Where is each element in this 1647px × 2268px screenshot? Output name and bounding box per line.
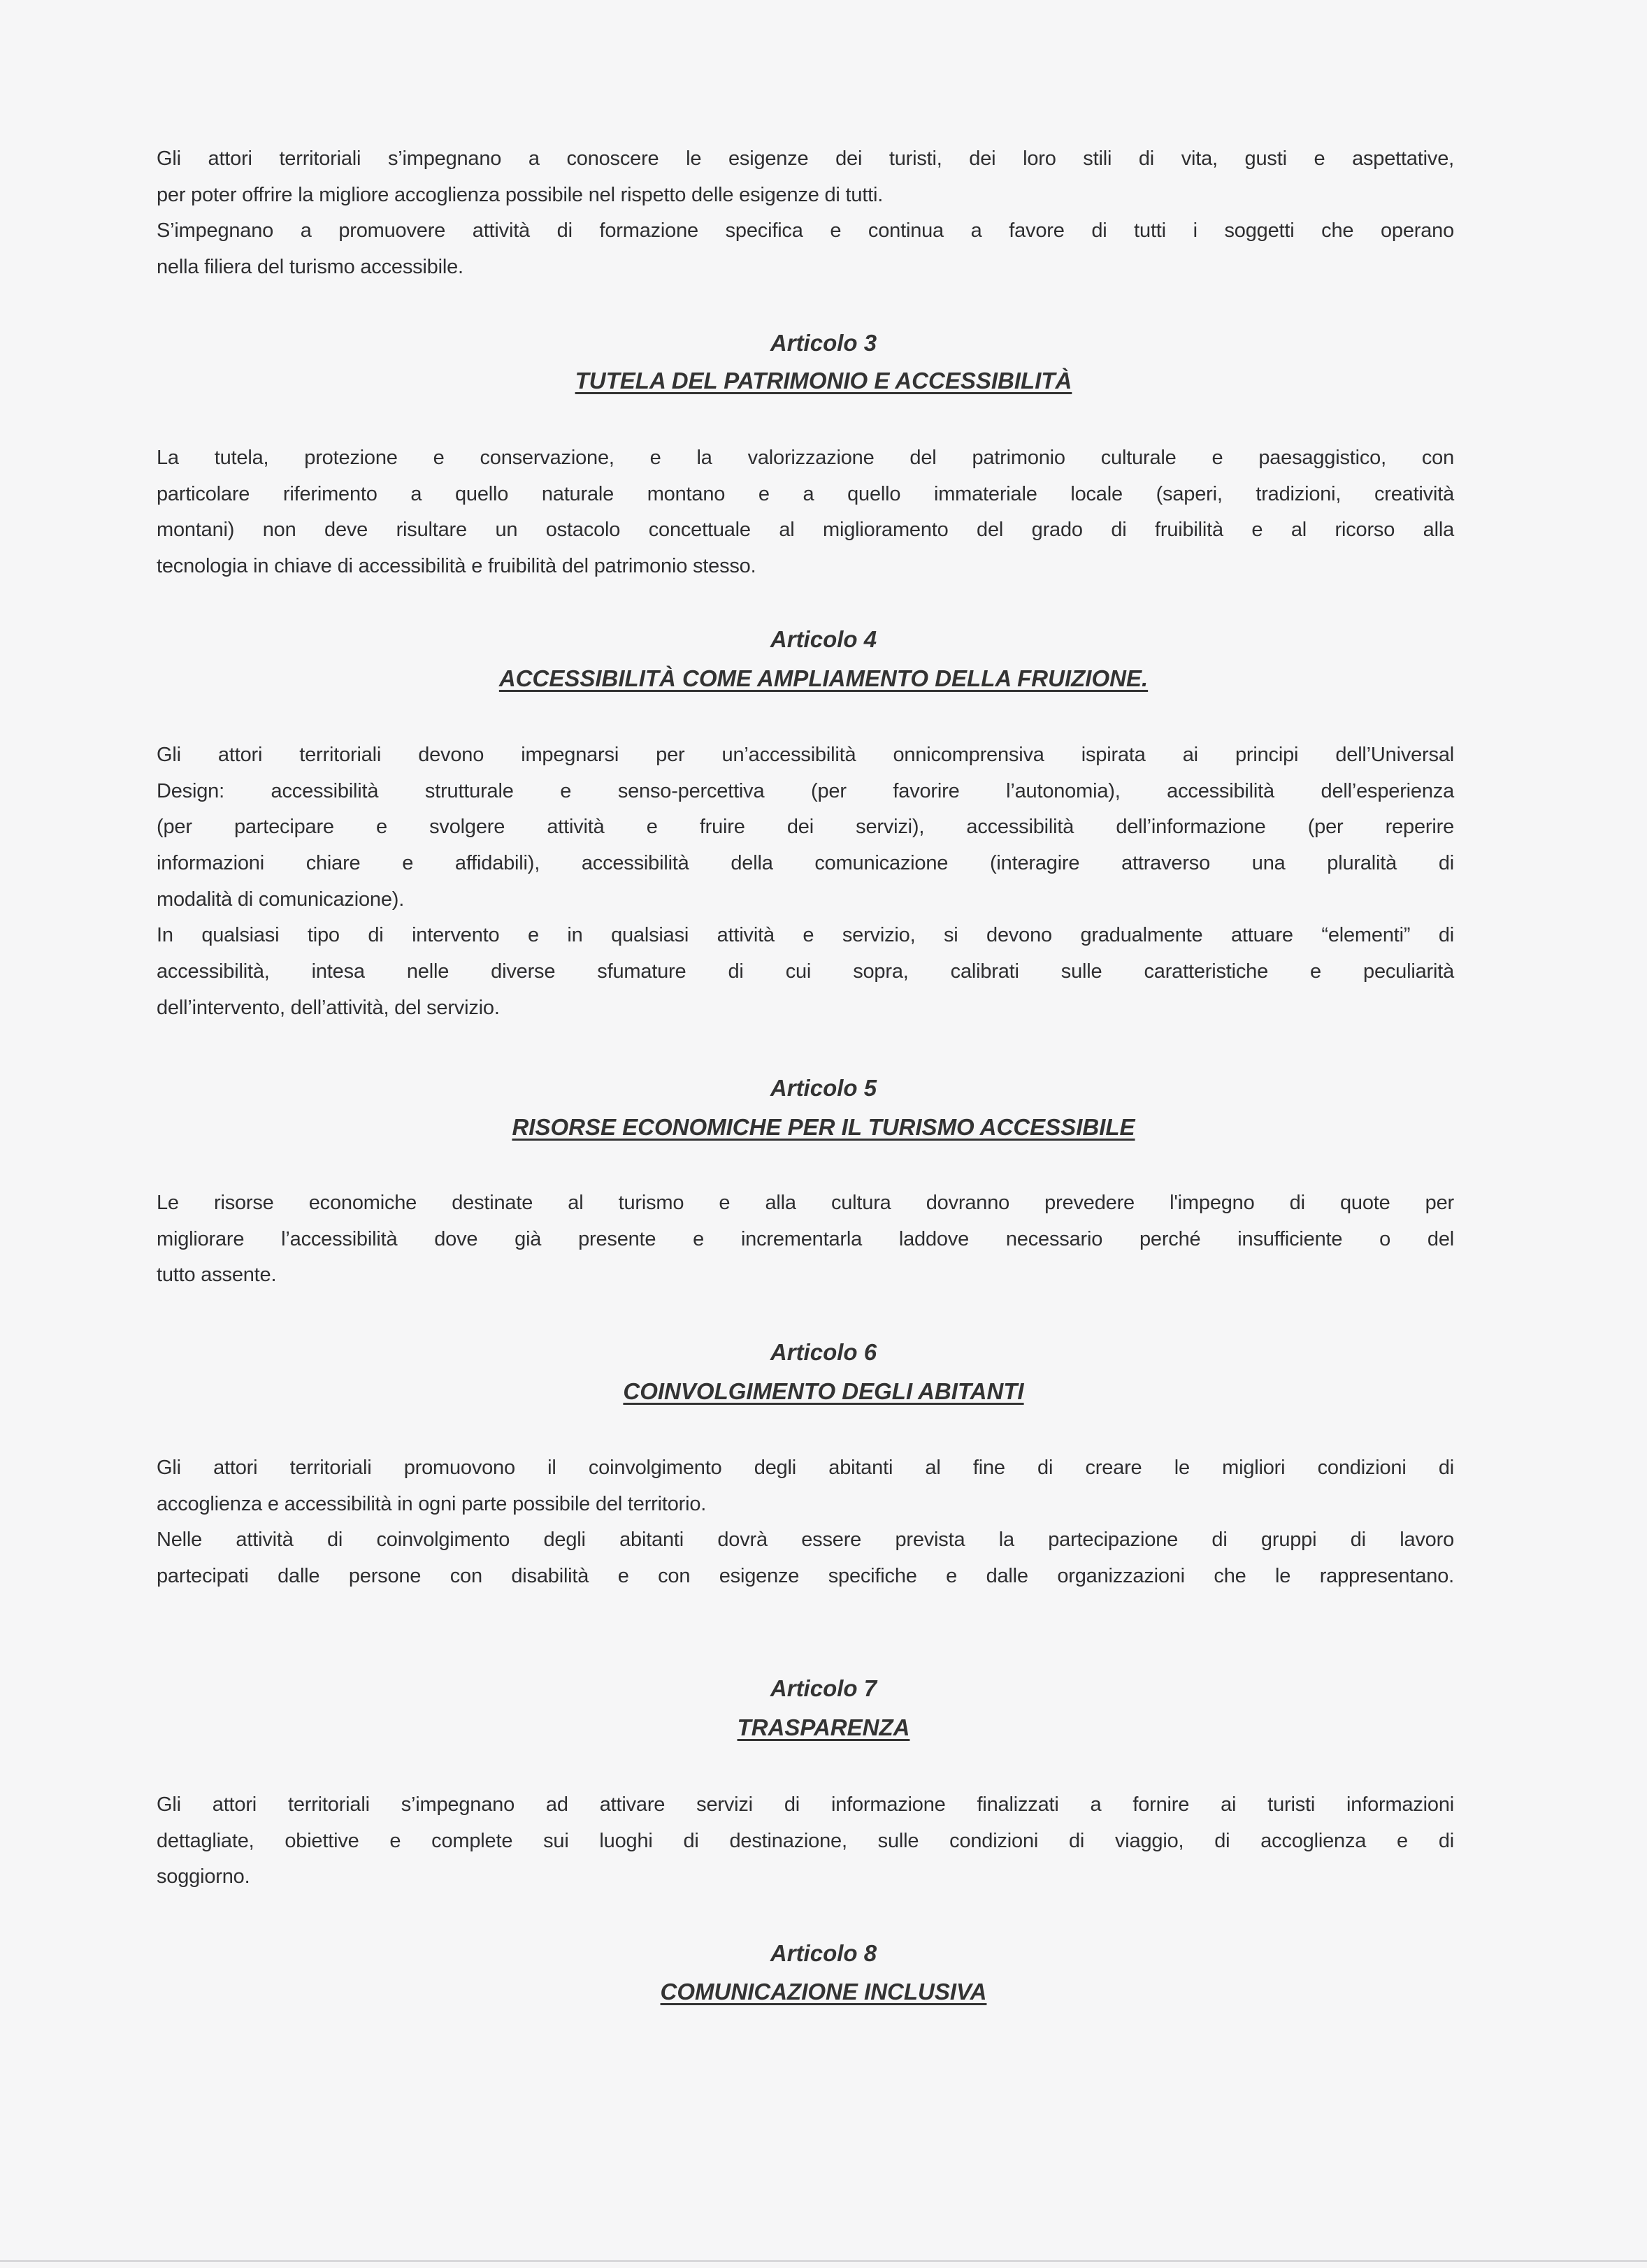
text-line: informazioni chiare e affidabili), accessibilità della comunicazione (interagire attraverso una pluralità di (157, 852, 1454, 875)
text-line: accoglienza e accessibilità in ogni parte possibile del territorio. (157, 1492, 707, 1515)
text-line: Nelle attività di coinvolgimento degli abitanti dovrà essere prevista la partecipazione di gruppi di lavoro (157, 1529, 1454, 1552)
article-7-number: Articolo 7 (770, 1675, 877, 1701)
article-8-title: COMUNICAZIONE INCLUSIVA (660, 1979, 987, 2005)
article-6-number: Articolo 6 (770, 1339, 877, 1365)
text-line: partecipati dalle persone con disabilità e con esigenze specifiche e dalle organizzazioni che le rappresentano. (157, 1565, 1454, 1588)
text-line: Le risorse economiche destinate al turismo e alla cultura dovranno prevedere l'impegno di quote per (157, 1192, 1454, 1214)
text-line: nella filiera del turismo accessibile. (157, 256, 463, 279)
article-7-paragraph (157, 1787, 1454, 1895)
text-line: soggiorno. (157, 1865, 250, 1888)
text-line: dell’intervento, dell’attività, del servizio. (157, 996, 500, 1019)
article-3-title: TUTELA DEL PATRIMONIO E ACCESSIBILITÀ (575, 368, 1072, 393)
text-line: Gli attori territoriali devono impegnarsi per un’accessibilità onnicomprensiva ispirata ai principi dell’Universal (157, 744, 1454, 766)
text-line: (per partecipare e svolgere attività e fruire dei servizi), accessibilità dell’informazione (per reperire (157, 816, 1454, 839)
article-4-title: ACCESSIBILITÀ COME AMPLIAMENTO DELLA FRUIZIONE. (498, 665, 1149, 691)
article-4-paragraph (157, 737, 1454, 1027)
article-3-title-wrap (0, 363, 1647, 399)
article-5-number: Articolo 5 (770, 1075, 877, 1101)
text-line: tecnologia in chiave di accessibilità e fruibilità del patrimonio stesso. (157, 555, 756, 578)
text-line: tutto assente. (157, 1264, 277, 1287)
article-5-title: RISORSE ECONOMICHE PER IL TURISMO ACCESSIBILE (512, 1114, 1135, 1140)
intro-paragraph (157, 141, 1454, 286)
article-6-title-wrap (0, 1373, 1647, 1410)
article-6-paragraph (157, 1450, 1454, 1595)
article-8-title-wrap (0, 1974, 1647, 2010)
text-line: particolare riferimento a quello naturale montano e a quello immateriale locale (saperi, tradizioni, creatività (157, 482, 1454, 505)
article-8-number: Articolo 8 (770, 1940, 877, 1966)
article-6-title: COINVOLGIMENTO DEGLI ABITANTI (623, 1378, 1024, 1404)
text-line: migliorare l’accessibilità dove già presente e incrementarla laddove necessario perché insufficiente o del (157, 1227, 1454, 1250)
text-line: Gli attori territoriali promuovono il coinvolgimento degli abitanti al fine di creare le migliori condizioni di (157, 1457, 1454, 1479)
text-line: In qualsiasi tipo di intervento e in qualsiasi attività e servizio, si devono gradualmente attuare “elementi” di (157, 924, 1454, 947)
article-5-paragraph (157, 1185, 1454, 1294)
text-line: Gli attori territoriali s’impegnano a conoscere le esigenze dei turisti, dei loro stili di vita, gusti e aspettative, (157, 147, 1454, 170)
text-line: modalità di comunicazione). (157, 888, 405, 911)
article-5-title-wrap (0, 1109, 1647, 1146)
article-3-paragraph (157, 440, 1454, 585)
text-line: Gli attori territoriali s’impegnano ad attivare servizi di informazione finalizzati a fornire ai turisti informazioni (157, 1793, 1454, 1816)
article-3-number: Articolo 3 (770, 330, 877, 356)
text-line: La tutela, protezione e conservazione, e la valorizzazione del patrimonio culturale e paesaggistico, con (157, 447, 1454, 469)
text-line: dettagliate, obiettive e complete sui luoghi di destinazione, sulle condizioni di viaggio, di accoglienza e di (157, 1829, 1454, 1852)
text-line: montani) non deve risultare un ostacolo concettuale al miglioramento del grado di fruibilità e al ricorso alla (157, 519, 1454, 542)
article-7-title-wrap (0, 1710, 1647, 1746)
article-4-number: Articolo 4 (770, 626, 877, 652)
text-line: S’impegnano a promuovere attività di formazione specifica e continua a favore di tutti i soggetti che operano (157, 219, 1454, 243)
text-line: Design: accessibilità strutturale e senso-percettiva (per favorire l’autonomia), accessibilità dell’esperienza (157, 779, 1454, 802)
text-line: accessibilità, intesa nelle diverse sfumature di cui sopra, calibrati sulle caratteristiche e peculiarità (157, 960, 1454, 983)
article-7-title: TRASPARENZA (737, 1714, 910, 1740)
article-4-title-wrap (0, 660, 1647, 697)
page-bottom-edge (0, 2260, 1647, 2262)
text-line: per poter offrire la migliore accoglienza possibile nel rispetto delle esigenze di tutti. (157, 183, 884, 206)
